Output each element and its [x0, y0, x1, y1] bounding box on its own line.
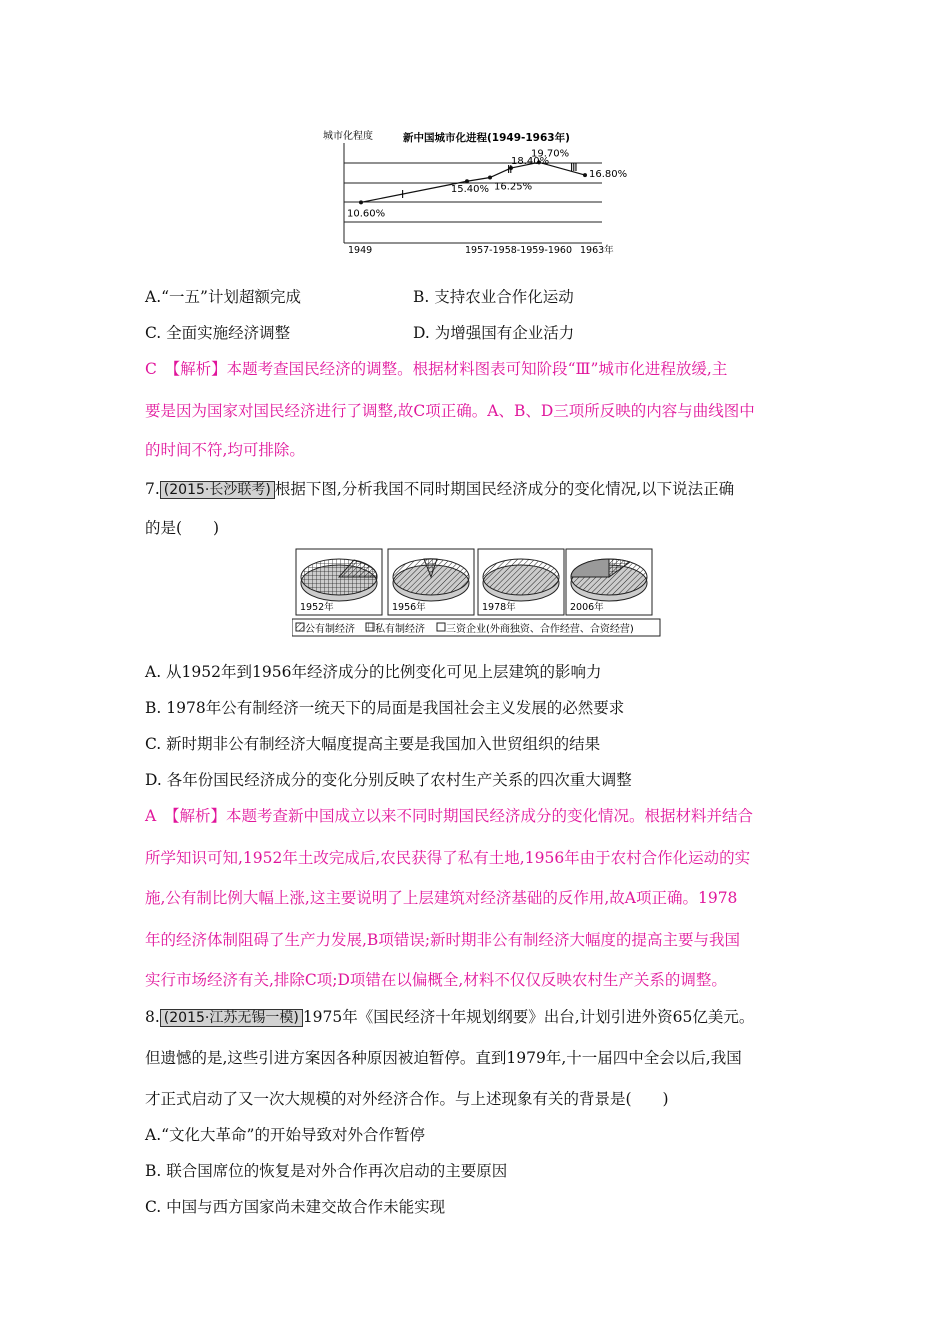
- data-label-1958: 16.25%: [494, 181, 533, 193]
- legend-private: 私有制经济: [375, 624, 425, 635]
- data-label-1963: 16.80%: [589, 169, 628, 181]
- q8-stem-line-3: 才正式启动了又一次大规模的对外经济合作。与上述现象有关的背景是( ): [145, 1090, 669, 1108]
- q7-source-tag: (2015·长沙联考): [160, 481, 275, 499]
- data-label-1957: 15.40%: [450, 184, 489, 196]
- q7-answer-line-3: 施,公有制比例大幅上涨,这主要说明了上层建筑对经济基础的反作用,故A项正确。1978: [145, 889, 738, 907]
- q8-number: 8.: [145, 1008, 160, 1026]
- stage-label-2: Ⅱ: [507, 163, 513, 176]
- data-point-1963: [583, 173, 587, 177]
- q6-option-b: B. 支持农业合作化运动: [413, 288, 574, 306]
- q7-answer-line-1: A 【解析】本题考查新中国成立以来不同时期国民经济成分的变化情况。根据材料并结合: [145, 807, 753, 825]
- data-label-1960: 19.70%: [531, 148, 570, 160]
- legend-public: 公有制经济: [305, 624, 355, 635]
- urbanization-points: [359, 160, 587, 204]
- urbanization-series-line: [361, 162, 585, 202]
- x-tick-1949: 1949: [348, 245, 373, 256]
- data-label-1949: 10.60%: [347, 208, 386, 220]
- q8-option-c: C. 中国与西方国家尚未建交故合作未能实现: [145, 1198, 446, 1216]
- x-tick-1957-1960: 1957-1958-1959-1960: [465, 245, 572, 256]
- q6-answer-line-3: 的时间不符,均可排除。: [145, 441, 305, 459]
- q8-option-a: A.“文化大革命”的开始导致对外合作暂停: [145, 1126, 425, 1144]
- data-label-1959: 18.40%: [511, 156, 550, 168]
- x-tick-1963: 1963年: [580, 245, 614, 256]
- q7-stem-line-1: [145, 477, 734, 499]
- stage-label-3: Ⅲ: [570, 161, 578, 174]
- data-point-1949: [359, 200, 363, 204]
- q7-answer-line-5: 实行市场经济有关,排除C项;D项错在以偏概全,材料不仅仅反映农村生产关系的调整。: [145, 971, 727, 989]
- q7-option-d: D. 各年份国民经济成分的变化分别反映了农村生产关系的四次重大调整: [145, 771, 632, 789]
- q6-option-d: D. 为增强国有企业活力: [413, 324, 575, 342]
- q8-option-b: B. 联合国席位的恢复是对外合作再次启动的主要原因: [145, 1162, 508, 1180]
- q7-option-b: B. 1978年公有制经济一统天下的局面是我国社会主义发展的必然要求: [145, 699, 625, 717]
- data-point-1958: [488, 176, 492, 180]
- legend-swatch-private: [366, 623, 374, 631]
- economy-pie-figure: [292, 547, 662, 639]
- q7-stem-text: 根据下图,分析我国不同时期国民经济成分的变化情况,以下说法正确: [274, 480, 735, 498]
- stage-label-1: Ⅰ: [401, 188, 405, 201]
- legend-swatch-public: [296, 623, 304, 631]
- pie-label-1952: 1952年: [300, 602, 334, 613]
- q8-stem-line-2: 但遗憾的是,这些引进方案因各种原因被迫暂停。直到1979年,十一届四中全会以后,我国: [145, 1049, 742, 1067]
- legend-foreign: 三资企业(外商独资、合作经营、合资经营): [446, 624, 634, 635]
- pie-1978-public-slice: [483, 559, 559, 595]
- q7-answer-line-4: 年的经济体制阻碍了生产力发展,B项错误;新时期非公有制经济大幅度的提高主要与我国: [145, 931, 741, 949]
- q7-option-c: C. 新时期非公有制经济大幅度提高主要是我国加入世贸组织的结果: [145, 735, 601, 753]
- q7-number: 7.: [145, 480, 160, 498]
- q6-option-c: C. 全面实施经济调整: [145, 324, 291, 342]
- q8-stem-text: 1975年《国民经济十年规划纲要》出台,计划引进外资65亿美元。: [302, 1008, 755, 1026]
- q6-answer-line-2: 要是因为国家对国民经济进行了调整,故C项正确。A、B、D三项所反映的内容与曲线图中: [145, 402, 755, 420]
- pie-label-2006: 2006年: [570, 602, 604, 613]
- q8-source-tag: (2015·江苏无锡一模): [160, 1009, 303, 1027]
- chart-title: 新中国城市化进程(1949-1963年): [403, 132, 570, 144]
- chart-ylabel: 城市化程度: [323, 131, 373, 142]
- q7-stem-line-2: 的是( ): [145, 519, 220, 537]
- legend-swatch-foreign: [437, 623, 445, 631]
- urbanization-chart: [315, 125, 645, 260]
- q7-answer-line-2: 所学知识可知,1952年土改完成后,农民获得了私有土地,1956年由于农村合作化运动的实: [145, 849, 751, 867]
- q6-answer-line-1: C 【解析】本题考查国民经济的调整。根据材料图表可知阶段“Ⅲ”城市化进程放缓,主: [145, 360, 728, 378]
- data-point-1957: [465, 179, 469, 183]
- urbanization-data-labels: [347, 148, 627, 219]
- pie-label-1956: 1956年: [392, 602, 426, 613]
- q6-option-a: A.“一五”计划超额完成: [145, 288, 301, 306]
- q8-stem-line-1: [145, 1005, 754, 1027]
- pie-label-1978: 1978年: [482, 602, 516, 613]
- q7-option-a: A. 从1952年到1956年经济成分的比例变化可见上层建筑的影响力: [145, 663, 602, 681]
